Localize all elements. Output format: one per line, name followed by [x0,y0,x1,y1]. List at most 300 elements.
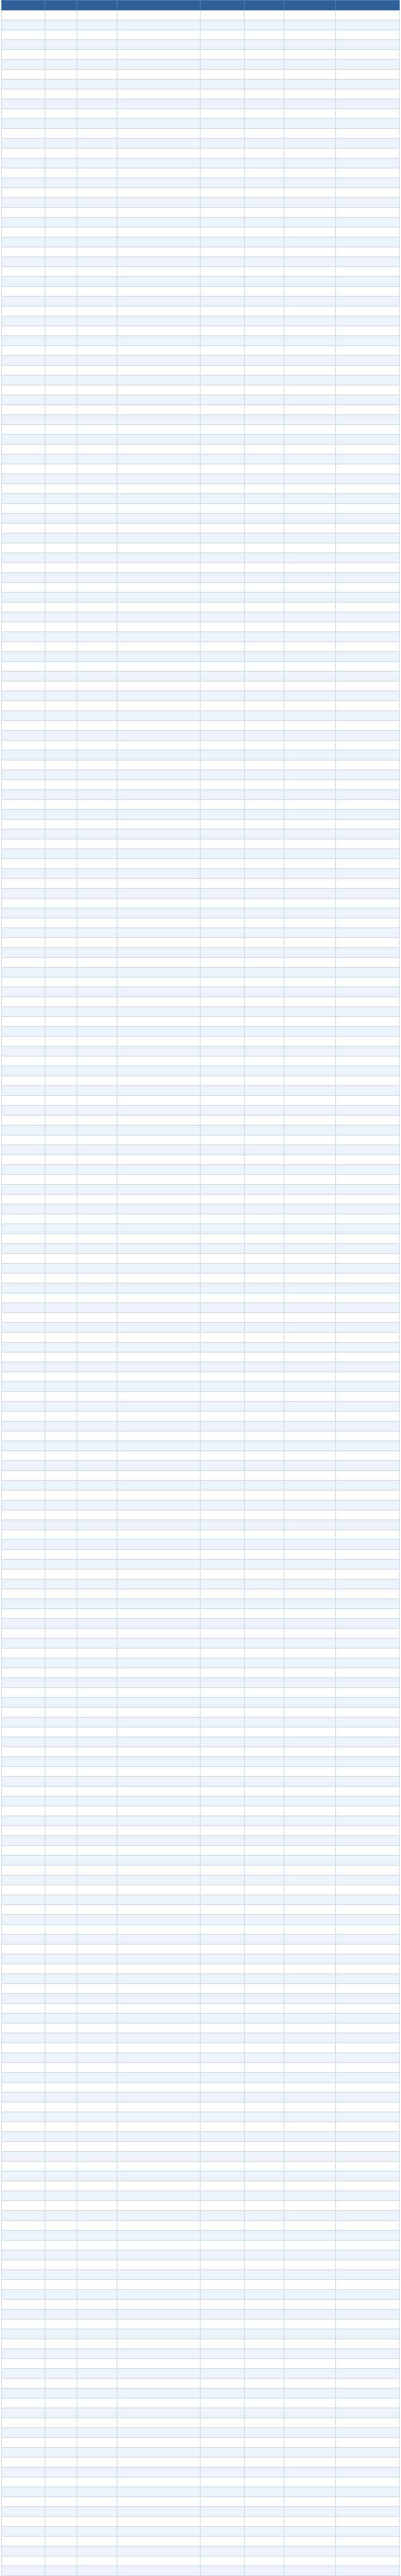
cell-city [45,1806,77,1816]
cell-city [45,395,77,405]
cell-city [45,889,77,899]
cell-city [45,1579,77,1589]
cell-unit-price [336,1816,400,1826]
cell-type [201,1589,244,1599]
cell-date [2,1639,45,1648]
cell-project [117,1964,201,1974]
cell-district [77,2142,117,2152]
cell-unit-price [336,454,400,464]
table-row [2,849,400,859]
cell-type [201,2162,244,2171]
cell-amount [284,1757,336,1767]
cell-district [77,820,117,829]
cell-city [45,2379,77,2389]
cell-unit-price [336,889,400,899]
cell-date [2,918,45,928]
cell-project [117,2112,201,2122]
cell-unit-price [336,277,400,287]
cell-unit-price [336,1510,400,1520]
cell-date [2,1352,45,1362]
cell-city [45,721,77,731]
cell-project [117,1757,201,1767]
cell-city [45,1116,77,1125]
cell-type [201,701,244,711]
table-row [2,1954,400,1964]
cell-unit-price [336,395,400,405]
cell-project [117,2369,201,2379]
cell-district [77,454,117,464]
table-row [2,1125,400,1135]
cell-amount [284,168,336,178]
cell-project [117,1254,201,1264]
cell-area [244,435,284,445]
cell-date [2,2171,45,2181]
cell-area [244,1076,284,1086]
cell-amount [284,1106,336,1116]
cell-city [45,2053,77,2063]
cell-district [77,1491,117,1500]
cell-city [45,1007,77,1017]
cell-date [2,208,45,218]
cell-type [201,524,244,533]
cell-city [45,800,77,810]
table-row [2,2458,400,2467]
cell-area [244,741,284,751]
cell-city [45,376,77,385]
cell-project [117,1895,201,1905]
cell-district [77,1836,117,1846]
cell-project [117,1224,201,1234]
cell-unit-price [336,1037,400,1047]
cell-city [45,267,77,277]
cell-type [201,277,244,287]
cell-area [244,2132,284,2142]
cell-area [244,2300,284,2310]
cell-city [45,464,77,474]
cell-date [2,1550,45,1560]
cell-district [77,1185,117,1195]
cell-date [2,2033,45,2043]
cell-date [2,2260,45,2270]
cell-unit-price [336,810,400,820]
cell-district [77,2201,117,2211]
cell-unit-price [336,376,400,385]
table-row [2,2310,400,2319]
table-row [2,1846,400,1856]
cell-area [244,711,284,721]
cell-amount [284,1658,336,1668]
cell-area [244,2092,284,2102]
cell-unit-price [336,533,400,543]
cell-type [201,2329,244,2339]
cell-project [117,316,201,326]
cell-project [117,1944,201,1954]
cell-area [244,1037,284,1047]
cell-type [201,2231,244,2241]
cell-amount [284,908,336,918]
cell-district [77,2527,117,2537]
cell-unit-price [336,1925,400,1935]
table-row [2,168,400,178]
cell-type [201,1303,244,1313]
cell-type [201,859,244,869]
cell-area [244,89,284,99]
cell-district [77,879,117,889]
cell-area [244,790,284,800]
table-row [2,918,400,928]
cell-amount [284,1086,336,1096]
cell-date [2,1816,45,1826]
cell-district [77,2023,117,2033]
cell-project [117,790,201,800]
cell-type [201,1787,244,1796]
cell-type [201,1027,244,1037]
cell-unit-price [336,2181,400,2191]
cell-area [244,1392,284,1402]
cell-unit-price [336,198,400,208]
cell-type [201,247,244,257]
cell-area [244,1698,284,1708]
cell-area [244,2467,284,2477]
cell-city [45,1224,77,1234]
cell-unit-price [336,1579,400,1589]
cell-amount [284,652,336,662]
cell-date [2,474,45,484]
cell-project [117,2527,201,2537]
table-row [2,1096,400,1106]
cell-district [77,1047,117,1056]
cell-unit-price [336,2073,400,2083]
cell-district [77,1727,117,1737]
cell-date [2,2043,45,2053]
cell-type [201,80,244,89]
table-row [2,2359,400,2369]
cell-district [77,731,117,741]
cell-project [117,366,201,376]
cell-unit-price [336,80,400,89]
cell-unit-price [336,2379,400,2389]
cell-city [45,1816,77,1826]
cell-amount [284,1491,336,1500]
cell-date [2,602,45,612]
cell-type [201,553,244,563]
cell-district [77,1816,117,1826]
cell-district [77,1905,117,1915]
cell-date [2,652,45,662]
cell-project [117,1303,201,1313]
cell-project [117,543,201,553]
cell-amount [284,1461,336,1471]
cell-amount [284,277,336,287]
cell-district [77,1195,117,1204]
cell-project [117,632,201,642]
cell-district [77,247,117,257]
cell-unit-price [336,1234,400,1244]
cell-unit-price [336,602,400,612]
cell-project [117,1431,201,1441]
cell-unit-price [336,2142,400,2152]
cell-city [45,1757,77,1767]
cell-date [2,1402,45,1412]
cell-unit-price [336,1333,400,1343]
table-row [2,356,400,366]
cell-project [117,642,201,652]
cell-area [244,139,284,149]
cell-district [77,1866,117,1875]
cell-amount [284,602,336,612]
cell-amount [284,80,336,89]
cell-city [45,2260,77,2270]
cell-unit-price [336,849,400,859]
cell-unit-price [336,1550,400,1560]
cell-amount [284,612,336,622]
cell-area [244,1283,284,1293]
cell-date [2,1727,45,1737]
cell-district [77,1589,117,1599]
cell-project [117,2448,201,2458]
cell-district [77,218,117,228]
table-row [2,1303,400,1313]
cell-type [201,70,244,80]
cell-area [244,760,284,770]
cell-amount [284,2359,336,2369]
cell-date [2,1372,45,1382]
cell-amount [284,218,336,228]
cell-date [2,1510,45,1520]
cell-unit-price [336,2112,400,2122]
cell-district [77,701,117,711]
cell-area [244,2398,284,2408]
cell-city [45,1560,77,1570]
table-row [2,1165,400,1175]
cell-type [201,20,244,30]
cell-type [201,2290,244,2300]
cell-type [201,1698,244,1708]
cell-area [244,2191,284,2201]
table-row [2,711,400,721]
cell-date [2,1579,45,1589]
cell-amount [284,839,336,849]
cell-area [244,109,284,119]
cell-date [2,583,45,593]
cell-project [117,1510,201,1520]
cell-type [201,228,244,237]
cell-date [2,1826,45,1836]
cell-city [45,760,77,770]
table-row [2,958,400,968]
cell-date [2,691,45,701]
table-row [2,1313,400,1323]
cell-city [45,1155,77,1165]
table-row [2,1362,400,1372]
cell-type [201,425,244,435]
cell-city [45,2438,77,2448]
cell-date [2,1047,45,1056]
cell-area [244,2359,284,2369]
cell-district [77,2132,117,2142]
cell-project [117,997,201,1007]
cell-area [244,958,284,968]
cell-type [201,899,244,908]
cell-date [2,168,45,178]
cell-city [45,2497,77,2507]
cell-date [2,2458,45,2467]
cell-city [45,849,77,859]
cell-area [244,1155,284,1165]
cell-project [117,1589,201,1599]
cell-type [201,2053,244,2063]
cell-date [2,1895,45,1905]
cell-area [244,563,284,573]
cell-unit-price [336,593,400,602]
cell-city [45,2556,77,2566]
cell-area [244,2152,284,2162]
table-row [2,1155,400,1165]
table-row [2,642,400,652]
cell-project [117,208,201,218]
cell-amount [284,1017,336,1027]
cell-type [201,208,244,218]
cell-district [77,287,117,297]
cell-city [45,2142,77,2152]
cell-district [77,484,117,494]
cell-area [244,2280,284,2290]
cell-date [2,2241,45,2250]
cell-unit-price [336,1984,400,1994]
cell-project [117,1125,201,1135]
cell-amount [284,1185,336,1195]
cell-unit-price [336,1895,400,1905]
table-row [2,1579,400,1589]
cell-date [2,948,45,958]
cell-city [45,1234,77,1244]
cell-amount [284,1273,336,1283]
cell-city [45,514,77,524]
cell-city [45,2448,77,2458]
cell-unit-price [336,1096,400,1106]
cell-amount [284,1964,336,1974]
cell-unit-price [336,1747,400,1757]
cell-type [201,1570,244,1579]
cell-area [244,2181,284,2191]
cell-area [244,908,284,918]
table-row [2,1066,400,1076]
cell-date [2,741,45,751]
cell-district [77,780,117,790]
cell-type [201,474,244,484]
cell-area [244,1984,284,1994]
cell-city [45,20,77,30]
cell-area [244,129,284,139]
cell-area [244,1382,284,1392]
cell-city [45,2023,77,2033]
cell-district [77,1619,117,1629]
cell-amount [284,2448,336,2458]
cell-district [77,80,117,89]
cell-date [2,198,45,208]
cell-project [117,1599,201,1609]
cell-project [117,494,201,504]
cell-project [117,30,201,40]
cell-district [77,1293,117,1303]
table-row [2,2319,400,2329]
cell-area [244,228,284,237]
cell-type [201,790,244,800]
cell-amount [284,2497,336,2507]
cell-district [77,849,117,859]
cell-city [45,1846,77,1856]
cell-type [201,1412,244,1422]
cell-area [244,869,284,879]
cell-type [201,1935,244,1944]
cell-district [77,366,117,376]
cell-area [244,2211,284,2221]
cell-city [45,1096,77,1106]
cell-project [117,780,201,790]
table-row [2,405,400,415]
cell-amount [284,1412,336,1422]
cell-date [2,2191,45,2201]
cell-district [77,168,117,178]
cell-type [201,60,244,70]
cell-date [2,158,45,168]
cell-city [45,1520,77,1530]
table-row [2,415,400,425]
cell-city [45,1106,77,1116]
cell-district [77,129,117,139]
cell-project [117,1875,201,1885]
cell-date [2,1224,45,1234]
cell-district [77,948,117,958]
cell-area [244,1165,284,1175]
cell-amount [284,2467,336,2477]
cell-amount [284,247,336,257]
cell-type [201,1056,244,1066]
cell-amount [284,1165,336,1175]
cell-project [117,2487,201,2497]
cell-amount [284,326,336,336]
cell-amount [284,109,336,119]
cell-date [2,70,45,80]
cell-amount [284,514,336,524]
cell-date [2,987,45,997]
cell-project [117,1047,201,1056]
cell-city [45,168,77,178]
cell-city [45,563,77,573]
cell-type [201,1244,244,1254]
table-row [2,1392,400,1402]
cell-area [244,2241,284,2250]
cell-area [244,1737,284,1747]
cell-amount [284,1718,336,1727]
cell-project [117,1974,201,1984]
cell-date [2,1757,45,1767]
cell-city [45,1856,77,1866]
cell-project [117,1698,201,1708]
cell-type [201,1224,244,1234]
cell-type [201,385,244,395]
cell-amount [284,2487,336,2497]
cell-amount [284,2241,336,2250]
cell-city [45,602,77,612]
cell-amount [284,790,336,800]
cell-project [117,1175,201,1185]
cell-amount [284,721,336,731]
cell-type [201,2319,244,2329]
cell-amount [284,2418,336,2428]
cell-unit-price [336,2260,400,2270]
cell-project [117,1106,201,1116]
